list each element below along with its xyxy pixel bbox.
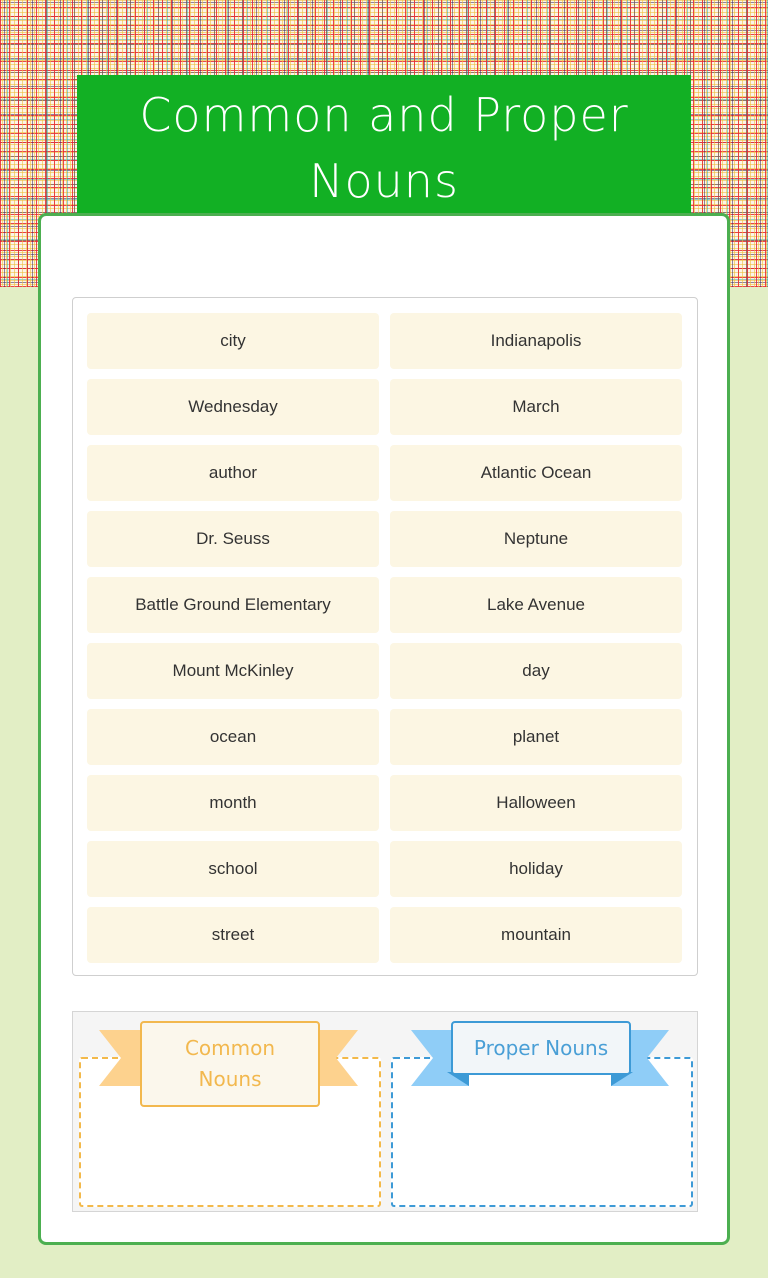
word-tile[interactable]: Battle Ground Elementary (87, 577, 379, 633)
common-nouns-label-text: Common Nouns (184, 1036, 276, 1091)
word-tile[interactable]: Atlantic Ocean (390, 445, 682, 501)
word-tile[interactable]: street (87, 907, 379, 963)
word-tile[interactable]: Lake Avenue (390, 577, 682, 633)
word-tile[interactable]: Dr. Seuss (87, 511, 379, 567)
sorting-area (72, 1011, 698, 1212)
word-tile[interactable]: ocean (87, 709, 379, 765)
proper-nouns-label-text: Proper Nouns (473, 1035, 609, 1060)
word-tile[interactable]: city (87, 313, 379, 369)
common-nouns-label (140, 1021, 320, 1107)
proper-nouns-label (451, 1021, 631, 1075)
worksheet-card (38, 213, 730, 1245)
word-tile[interactable]: Neptune (390, 511, 682, 567)
word-tile[interactable]: school (87, 841, 379, 897)
word-tile[interactable]: holiday (390, 841, 682, 897)
page-title: Common and Proper Nouns (139, 88, 629, 208)
word-tile[interactable]: Mount McKinley (87, 643, 379, 699)
word-tile[interactable]: day (390, 643, 682, 699)
title-banner (77, 75, 691, 217)
word-tile[interactable]: March (390, 379, 682, 435)
word-tile[interactable]: planet (390, 709, 682, 765)
word-tile[interactable]: Wednesday (87, 379, 379, 435)
word-tile[interactable]: author (87, 445, 379, 501)
word-tile[interactable]: Halloween (390, 775, 682, 831)
word-tile[interactable]: month (87, 775, 379, 831)
word-tile[interactable]: mountain (390, 907, 682, 963)
word-tile[interactable]: Indianapolis (390, 313, 682, 369)
word-bank (72, 297, 698, 976)
